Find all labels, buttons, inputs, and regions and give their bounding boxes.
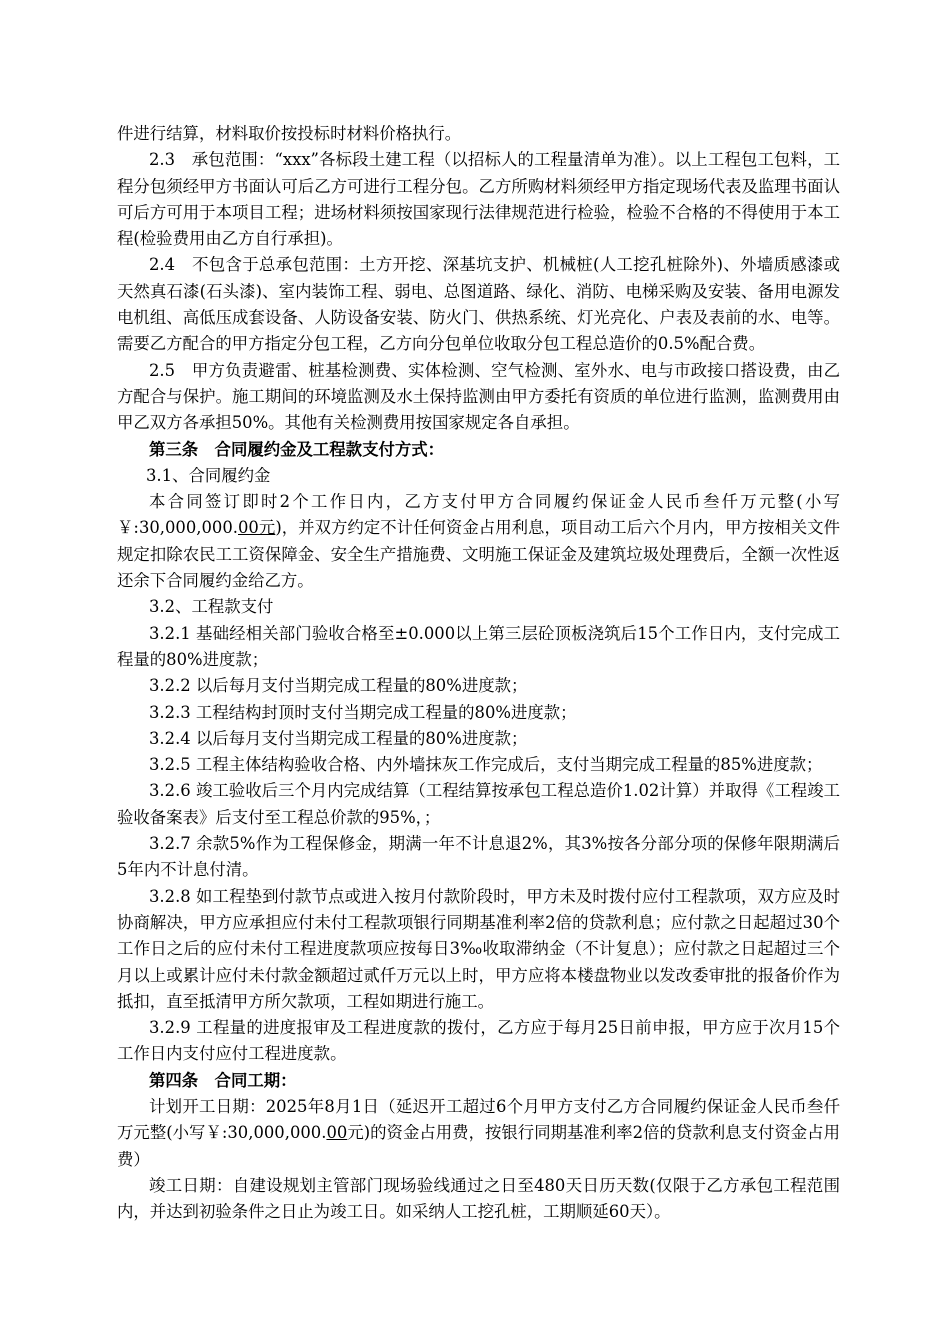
section-3-2-title: 3.2、工程款支付 [149, 597, 274, 617]
clause-3-2-4: 3.2.4 以后每月支付当期完成工程量的80%进度款； [149, 728, 528, 748]
clause-3-1-deposit [117, 489, 840, 594]
clause-3-2-7: 3.2.7 余款5%作为工程保修金，期满一年不计息退2%，其3%按各分部分项的保修年限期满后5年内不计息付清。 [117, 834, 840, 880]
clause-3-2-9: 3.2.9 工程量的进度报审及工程进度款的拨付，乙方应于每月25日前申报，甲方应于次月15个工作日内支付应付工程进度款。 [117, 1018, 840, 1064]
clause-3-2-1: 3.2.1 基础经相关部门验收合格至±0.000以上第三层砼顶板浇筑后15个工作日内，支付完成工程量的80%进度款； [117, 623, 840, 669]
deposit-text-a: 本合同签订即时2个工作日内，乙方支付甲方合同履约保证金人民币叁仟万元整(小写￥:30,000,000. [117, 492, 840, 538]
start-amount-underlined: 00 [326, 1123, 348, 1143]
start-text-a: 计划开工日期：2025年8月1日（延迟开工超过6个月甲方支付乙方合同履约保证金人民币叁仟万元整(小写￥:30,000,000. [117, 1096, 840, 1143]
clause-3-2-8: 3.2.8 如工程垫到付款节点或进入按月付款阶段时，甲方未及时拨付应付工程款项，双方应及时协商解决，甲方应承担应付未付工程款项银行同期基准利率2倍的贷款利息；应付款之日起超过30个工作日之后的应付未付工程进度款项应按每日3‰收取滞纳金（不计复息）；应付款之日起超过三个月以上或累计应付未付款金额超过贰仟万元以上时，甲方应将本楼盘物业以发改委审批的报备价作为抵扣，直至抵清甲方所欠款项，工程如期进行施工。 [117, 886, 840, 1011]
clause-2-4-exclusions: 2.4 不包含于总承包范围：土方开挖、深基坑支护、机械桩(人工挖孔桩除外)、外墙质感漆或天然真石漆(石头漆)、室内装饰工程、弱电、总图道路、绿化、消防、电梯采购及安装、备用电源发电机组、高低压成套设备、人防设备安装、防火门、供热系统、灯光亮化、户表及表前的水、电等。需要乙方配合的甲方指定分包工程，乙方向分包单位收取分包工程总造价的0.5%配合费。 [117, 255, 840, 354]
clause-3-2-2: 3.2.2 以后每月支付当期完成工程量的80%进度款； [149, 676, 528, 696]
article-4-heading: 第四条 合同工期： [149, 1070, 297, 1090]
article-3-heading: 第三条 合同履约金及工程款支付方式： [149, 439, 445, 459]
clause-3-2-6: 3.2.6 竣工验收后三个月内完成结算（工程结算按承包工程总造价1.02计算）并取得《工程竣工验收备案表》后支付至工程总价款的95%，； [117, 781, 840, 827]
clause-3-2-5: 3.2.5 工程主体结构验收合格、内外墙抹灰工作完成后，支付当期完成工程量的85%进度款； [149, 755, 823, 775]
deposit-text-b: )，并双方约定不计任何资金占用利息，项目动工后六个月内，甲方按相关文件规定扣除农民工工资保障金、安全生产措施费、文明施工保证金及建筑垃圾处理费后，全额一次性返还余下合同履约金给乙方。 [117, 518, 840, 591]
deposit-amount-underlined: 00元 [238, 518, 276, 538]
clause-3-2-3: 3.2.3 工程结构封顶时支付当期完成工程量的80%进度款； [149, 702, 577, 722]
completion-date: 竣工日期：自建设规划主管部门现场验线通过之日至480天日历天数(仅限于乙方承包工程范围内，并达到初验条件之日止为竣工日。如采纳人工挖孔桩，工期顺延60天）。 [117, 1175, 840, 1222]
clause-2-5-testing: 2.5 甲方负责避雷、桩基检测费、实体检测、空气检测、室外水、电与市政接口搭设费，由乙方配合与保护。施工期间的环境监测及水土保持监测由甲方委托有资质的单位进行监测，监测费用由甲乙双方各承担50%。其他有关检测费用按国家规定各自承担。 [117, 360, 840, 433]
paragraph-material-pricing: 件进行结算，材料取价按投标时材料价格执行。 [117, 124, 462, 143]
start-text-b: 元)的资金占用费，按银行同期基准利率2倍的贷款利息支付资金占用费） [117, 1123, 840, 1169]
section-3-1-title: 3.1、合同履约金 [146, 465, 271, 485]
clause-2-3-scope: 2.3 承包范围：“xxx”各标段土建工程（以招标人的工程量清单为准）。以上工程包工包料，工程分包须经甲方书面认可后乙方可进行工程分包。乙方所购材料须经甲方指定现场代表及监理书面认可后方可用于本项目工程；进场材料须按国家现行法律规范进行检验，检验不合格的不得使用于本工程(检验费用由乙方自行承担)。 [117, 150, 840, 249]
planned-start-date [117, 1094, 840, 1173]
